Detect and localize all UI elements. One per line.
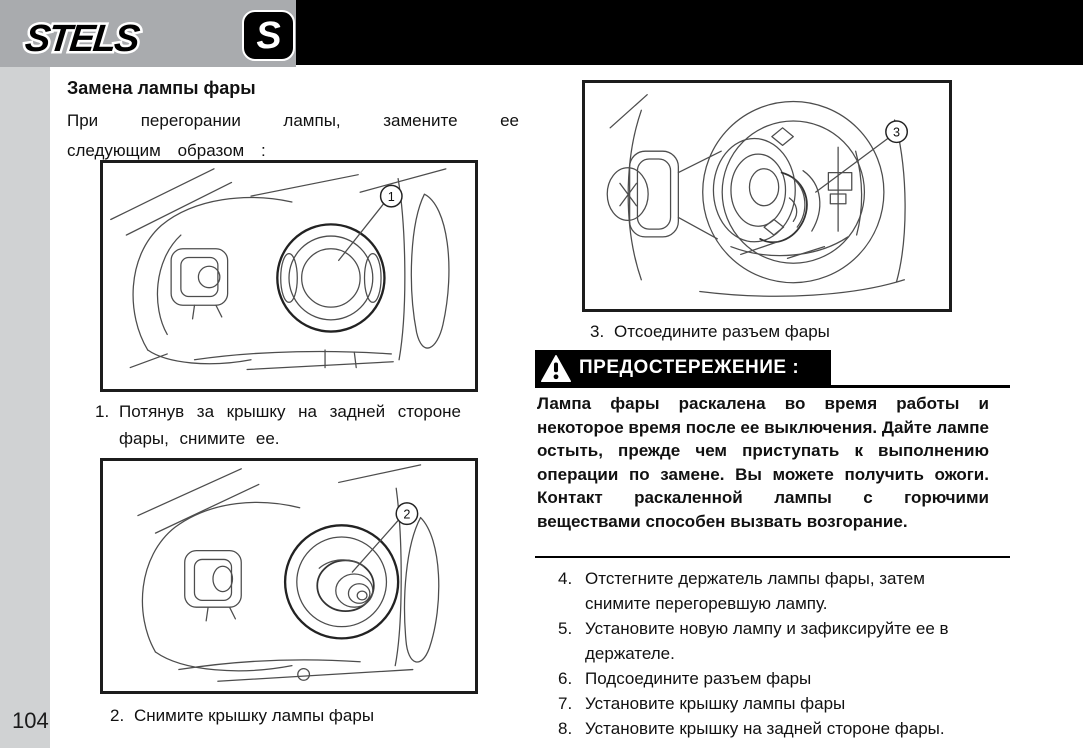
svg-text:1: 1 (387, 189, 395, 204)
figure-headlight-connector (582, 80, 952, 312)
headlight-cover-illustration (103, 163, 475, 389)
caption-number: 1. (95, 402, 110, 421)
page-number: 104 (12, 708, 49, 733)
step-number: 5. (558, 619, 573, 638)
svg-text:3: 3 (893, 125, 901, 140)
warning-text: Лампа фары раскалена во время работы и некоторое время после ее выключения. Дайте лампе остыть, прежде чем приступать к выполнению операции по замене. Вы можете получить ожоги. Контакт раскаленной лампы с горючими веществами способен вызвать возгорание. (537, 394, 989, 531)
step-text: Установите крышку на задней стороне фары. (585, 719, 945, 738)
caption-text: Потянув за крышку на задней стороне фары, снимите ее. (119, 402, 461, 448)
warning-triangle-icon (541, 355, 571, 382)
stels-badge (242, 10, 295, 61)
step-item-4 (558, 566, 1058, 616)
step-item-5 (558, 616, 1058, 666)
step-number: 8. (558, 719, 573, 738)
step-text: Отстегните держатель лампы фары, затем снимите перегоревшую лампу. (585, 569, 925, 613)
warning-label: ПРЕДОСТЕРЕЖЕНИЕ : (579, 357, 800, 378)
figure-caption-1 (95, 398, 461, 452)
stels-wordmark (22, 13, 237, 61)
step-item-8 (558, 716, 1058, 741)
figure-caption-3 (590, 318, 1010, 345)
figure-headlight-cover (100, 160, 478, 392)
headlight-bulb-holder-illustration (103, 461, 475, 691)
side-strip (0, 67, 50, 748)
headlight-connector-illustration (585, 83, 949, 309)
stels-wordmark-text: STELS (23, 18, 140, 60)
step-item-6 (558, 666, 1058, 691)
caption-number: 3. (590, 322, 605, 341)
step-number: 6. (558, 669, 573, 688)
header-logo-plate (0, 0, 296, 67)
figure-headlight-bulb-holder (100, 458, 478, 694)
warning-banner-bar (535, 350, 831, 386)
caption-text: Снимите крышку лампы фары (134, 706, 375, 725)
figure-caption-2 (110, 702, 530, 729)
caption-number: 2. (110, 706, 125, 725)
intro-paragraph: При перегорании лампы, замените ее следующим образом : (67, 111, 519, 160)
stels-badge-letter: S (254, 13, 283, 58)
header-black-bar (296, 0, 1083, 65)
callout-1-marker (339, 185, 402, 260)
step-item-7 (558, 691, 1058, 716)
caption-text: Отсоедините разъем фары (614, 322, 830, 341)
section-title: Замена лампы фары (67, 78, 256, 98)
warning-banner (535, 350, 1010, 388)
steps-list (558, 566, 1058, 741)
warning-divider (535, 556, 1010, 558)
step-number: 7. (558, 694, 573, 713)
step-text: Установите крышку лампы фары (585, 694, 846, 713)
step-text: Установите новую лампу и зафиксируйте ее в держателе. (585, 619, 949, 663)
step-text: Подсоедините разъем фары (585, 669, 812, 688)
step-number: 4. (558, 569, 573, 588)
svg-text:2: 2 (403, 507, 411, 522)
